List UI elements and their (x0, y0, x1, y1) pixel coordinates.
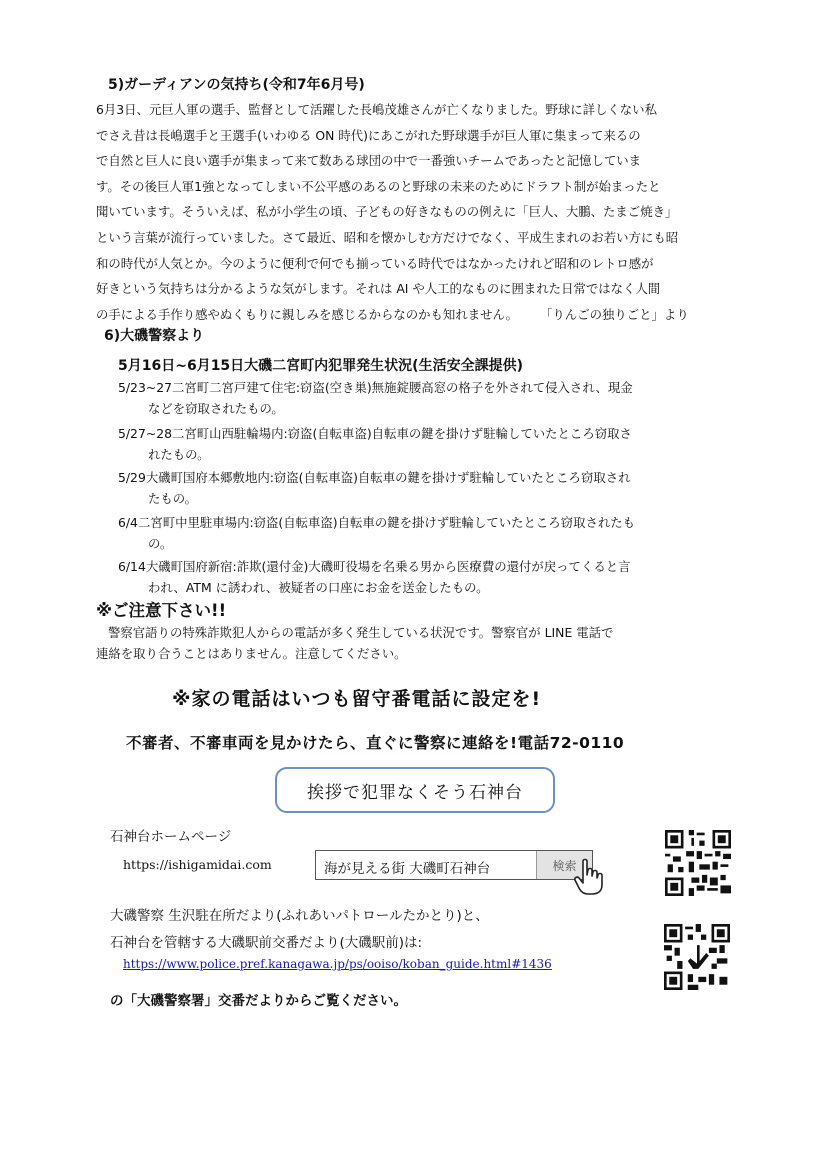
section6-heading: 6)大磯警察より (104, 328, 205, 344)
homepage-url[interactable]: https://ishigamidai.com (123, 857, 272, 872)
incident-item (118, 467, 758, 509)
paragraph-line: 和の時代が人気とか。今のように便利で何でも揃っている時代ではなかったけれど昭和のレトロ感が (96, 255, 654, 271)
incident-line: 5/23~27二宮町二宮戸建て住宅:窃盗(空き巣)無施錠腰高窓の格子を外されて侵入され、現金 (118, 380, 633, 395)
paragraph-line: 聞いています。そういえば、私が小学生の頃、子どもの好きなものの例えに「巨人、大鵬、たまご焼き」 (96, 204, 678, 220)
caution-body (96, 622, 756, 664)
police-qr-code (664, 924, 730, 990)
incident-line: たもの。 (148, 491, 198, 506)
homepage-qr-code (665, 830, 731, 896)
search-text: 海が見える街 大磯町石神台 (324, 861, 491, 877)
closing-text: の「大磯警察署」交番だよりからご覧ください。 (110, 993, 407, 1009)
incident-line: れたもの。 (148, 447, 210, 462)
paragraph-line: す。その後巨人軍1強となってしまい不公平感のあるのと野球の未来のためにドラフト制が始まったと (96, 178, 661, 194)
incident-item (118, 377, 758, 419)
incident-item (118, 423, 758, 465)
paragraph-line: の手による手作り感やぬくもりに親しみを感じるからなのかも知れません。 (96, 306, 519, 322)
search-button: 検索 (536, 851, 592, 879)
police-info-line: 石神台を管轄する大磯駅前交番だより(大磯駅前)は: (110, 935, 423, 951)
search-box-graphic (315, 850, 593, 880)
answering-machine-notice: ※家の電話はいつも留守番電話に設定を! (172, 688, 542, 710)
paragraph-line: 6月3日、元巨人軍の選手、監督として活躍した長嶋茂雄さんが亡くなりました。野球に詳しくない私 (96, 102, 657, 117)
incident-line: 5/29大磯町国府本郷敷地内:窃盗(自転車盗)自転車の鍵を掛けず駐輪していたところ窃取され (118, 470, 631, 485)
section5-body (96, 97, 756, 327)
section5-heading: 5)ガーディアンの気持ち(令和7年6月号) (108, 77, 365, 93)
incident-item (118, 556, 758, 598)
report-suspicious-notice: 不審者、不審車両を見かけたら、直ぐに警察に連絡を!電話72-0110 (126, 734, 625, 752)
police-koban-link[interactable]: https://www.police.pref.kanagawa.jp/ps/ooiso/koban_guide.html#1436 (123, 957, 552, 971)
caution-line: 連絡を取り合うことはありません。注意してください。 (96, 646, 407, 661)
incident-line: 5/27~28二宮町山西駐輪場内:窃盗(自転車盗)自転車の鍵を掛けず駐輪していたところ窃取さ (118, 426, 632, 441)
slogan-text: 挨拶で犯罪なくそう石神台 (307, 782, 523, 803)
police-info-line: 大磯警察 生沢駐在所だより(ふれあいパトロールたかとり)と、 (110, 908, 489, 924)
incident-line: われ、ATM に誘われ、被疑者の口座にお金を送金したもの。 (148, 580, 489, 595)
paragraph-line-last (96, 302, 756, 328)
crime-report-heading: 5月16日~6月15日大磯二宮町内犯罪発生状況(生活安全課提供) (118, 358, 523, 374)
incident-item (118, 512, 758, 554)
incident-line: 6/14大磯町国府新宿:詐欺(還付金)大磯町役場を名乗る男から医療費の還付が戻ってくると言 (118, 559, 631, 574)
incident-line: などを窃取されたもの。 (148, 401, 284, 416)
paragraph-line: 好きという気持ちは分かるような気がします。それは AI や人工的なものに囲まれた日常ではなく人間 (96, 281, 661, 297)
slogan-banner (275, 767, 555, 813)
caution-heading: ※ご注意下さい!! (96, 601, 227, 620)
paragraph-line: でさえ昔は長嶋選手と王選手(いわゆる ON 時代)にあこがれた野球選手が巨人軍に集まって来るの (96, 127, 641, 143)
caution-line: 警察官語りの特殊詐欺犯人からの電話が多く発生している状況です。警察官が LINE 電話で (108, 625, 614, 640)
homepage-label: 石神台ホームページ (110, 829, 232, 845)
incident-line: の。 (148, 536, 173, 551)
paragraph-line: で自然と巨人に良い選手が集まって来て数ある球団の中で一番強いチームであったと記憶していま (96, 153, 642, 169)
paragraph-line: という言葉が流行っていました。さて最近、昭和を懐かしむ方だけでなく、平成生まれのお若い方にも昭 (96, 229, 679, 245)
hand-cursor-icon (572, 858, 608, 896)
signature: 「りんごの独りごと」より (540, 306, 689, 322)
incident-line: 6/4二宮町中里駐車場内:窃盗(自転車盗)自転車の鍵を掛けず駐輪していたところ窃取されたも (118, 515, 636, 530)
